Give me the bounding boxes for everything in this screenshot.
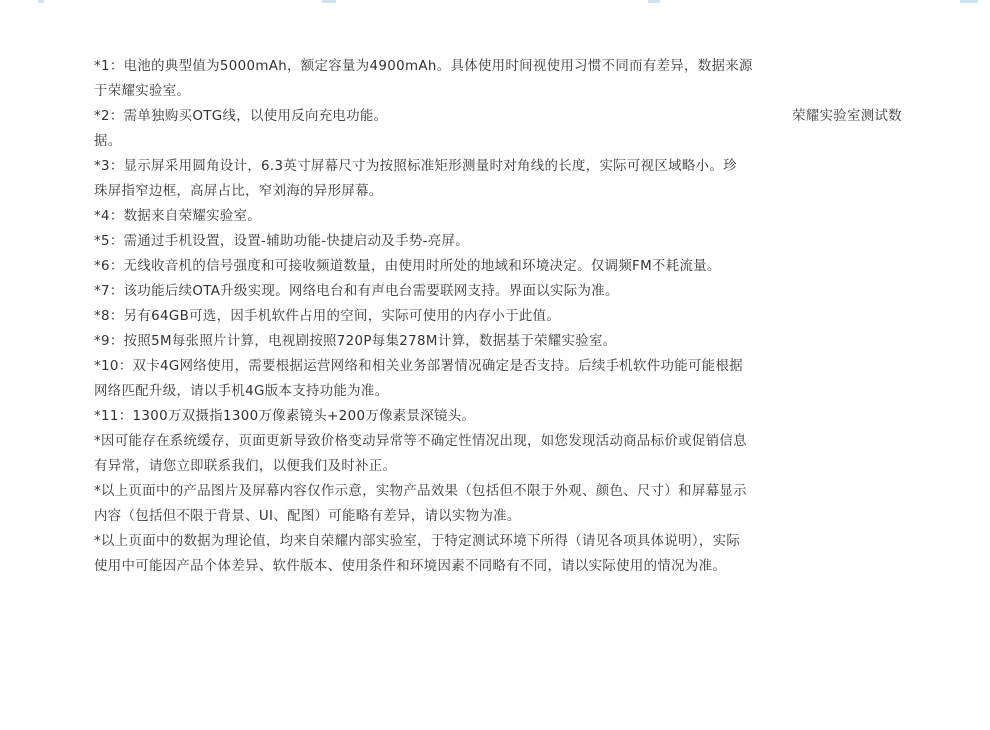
footnote-5: *5：需通过手机设置，设置-辅助功能-快捷启动及手势-亮屏。 (94, 234, 469, 249)
price-disclaimer-line-2: 有异常，请您立即联系我们，以便我们及时补正。 (94, 459, 397, 474)
footnote-10-line-1: *10：双卡4G网络使用，需要根据运营网络和相关业务部署情况确定是否支持。后续手机软件功能可能根据 (94, 359, 743, 374)
footnote-8: *8：另有64GB可选，因手机软件占用的空间，实际可使用的内存小于此值。 (94, 309, 561, 324)
price-disclaimer-line-1: *因可能存在系统缓存，页面更新导致价格变动异常等不确定性情况出现，如您发现活动商品标价或促销信息 (94, 434, 747, 449)
footnote-1-line-2: 于荣耀实验室。 (94, 84, 191, 99)
image-disclaimer-line-1: *以上页面中的产品图片及屏幕内容仅作示意，实物产品效果（包括但不限于外观、颜色、尺寸）和屏幕显示 (94, 484, 747, 499)
top-accent-mark (38, 0, 44, 3)
footnote-2-line-1 (94, 104, 902, 129)
footnote-6: *6：无线收音机的信号强度和可接收频道数量，由使用时所处的地域和环境决定。仅调频FM不耗流量。 (94, 259, 721, 274)
footnote-7: *7：该功能后续OTA升级实现。网络电台和有声电台需要联网支持。界面以实际为准。 (94, 284, 619, 299)
data-disclaimer-line-1: *以上页面中的数据为理论值，均来自荣耀内部实验室，于特定测试环境下所得（请见各项具体说明），实际 (94, 534, 741, 549)
footnote-10-line-2: 网络匹配升级，请以手机4G版本支持功能为准。 (94, 384, 389, 399)
footnote-4: *4：数据来自荣耀实验室。 (94, 209, 262, 224)
footnote-3-line-1: *3：显示屏采用圆角设计，6.3英寸屏幕尺寸为按照标准矩形测量时对角线的长度，实际可视区域略小。珍 (94, 159, 737, 174)
footnote-2-line-2: 据。 (94, 134, 122, 149)
top-accent-mark (648, 0, 660, 3)
footnote-9: *9：按照5M每张照片计算，电视剧按照720P每集278M计算，数据基于荣耀实验室。 (94, 334, 617, 349)
footnote-2-text: *2：需单独购买OTG线，以使用反向充电功能。 (94, 109, 388, 124)
image-disclaimer-line-2: 内容（包括但不限于背景、UI、配图）可能略有差异，请以实物为准。 (94, 509, 521, 524)
top-accent-mark (322, 0, 336, 3)
footnote-2-source: 荣耀实验室测试数 (792, 109, 902, 124)
footnote-3-line-2: 珠屏指窄边框，高屏占比，窄刘海的异形屏幕。 (94, 184, 383, 199)
footnote-1-line-1: *1：电池的典型值为5000mAh，额定容量为4900mAh。具体使用时间视使用习惯不同而有差异，数据来源 (94, 59, 753, 74)
footnotes-block (94, 54, 902, 579)
top-accent-mark (960, 0, 978, 3)
footnote-11: *11：1300万双摄指1300万像素镜头+200万像素景深镜头。 (94, 409, 476, 424)
data-disclaimer-line-2: 使用中可能因产品个体差异、软件版本、使用条件和环境因素不同略有不同，请以实际使用的情况为准。 (94, 559, 727, 574)
